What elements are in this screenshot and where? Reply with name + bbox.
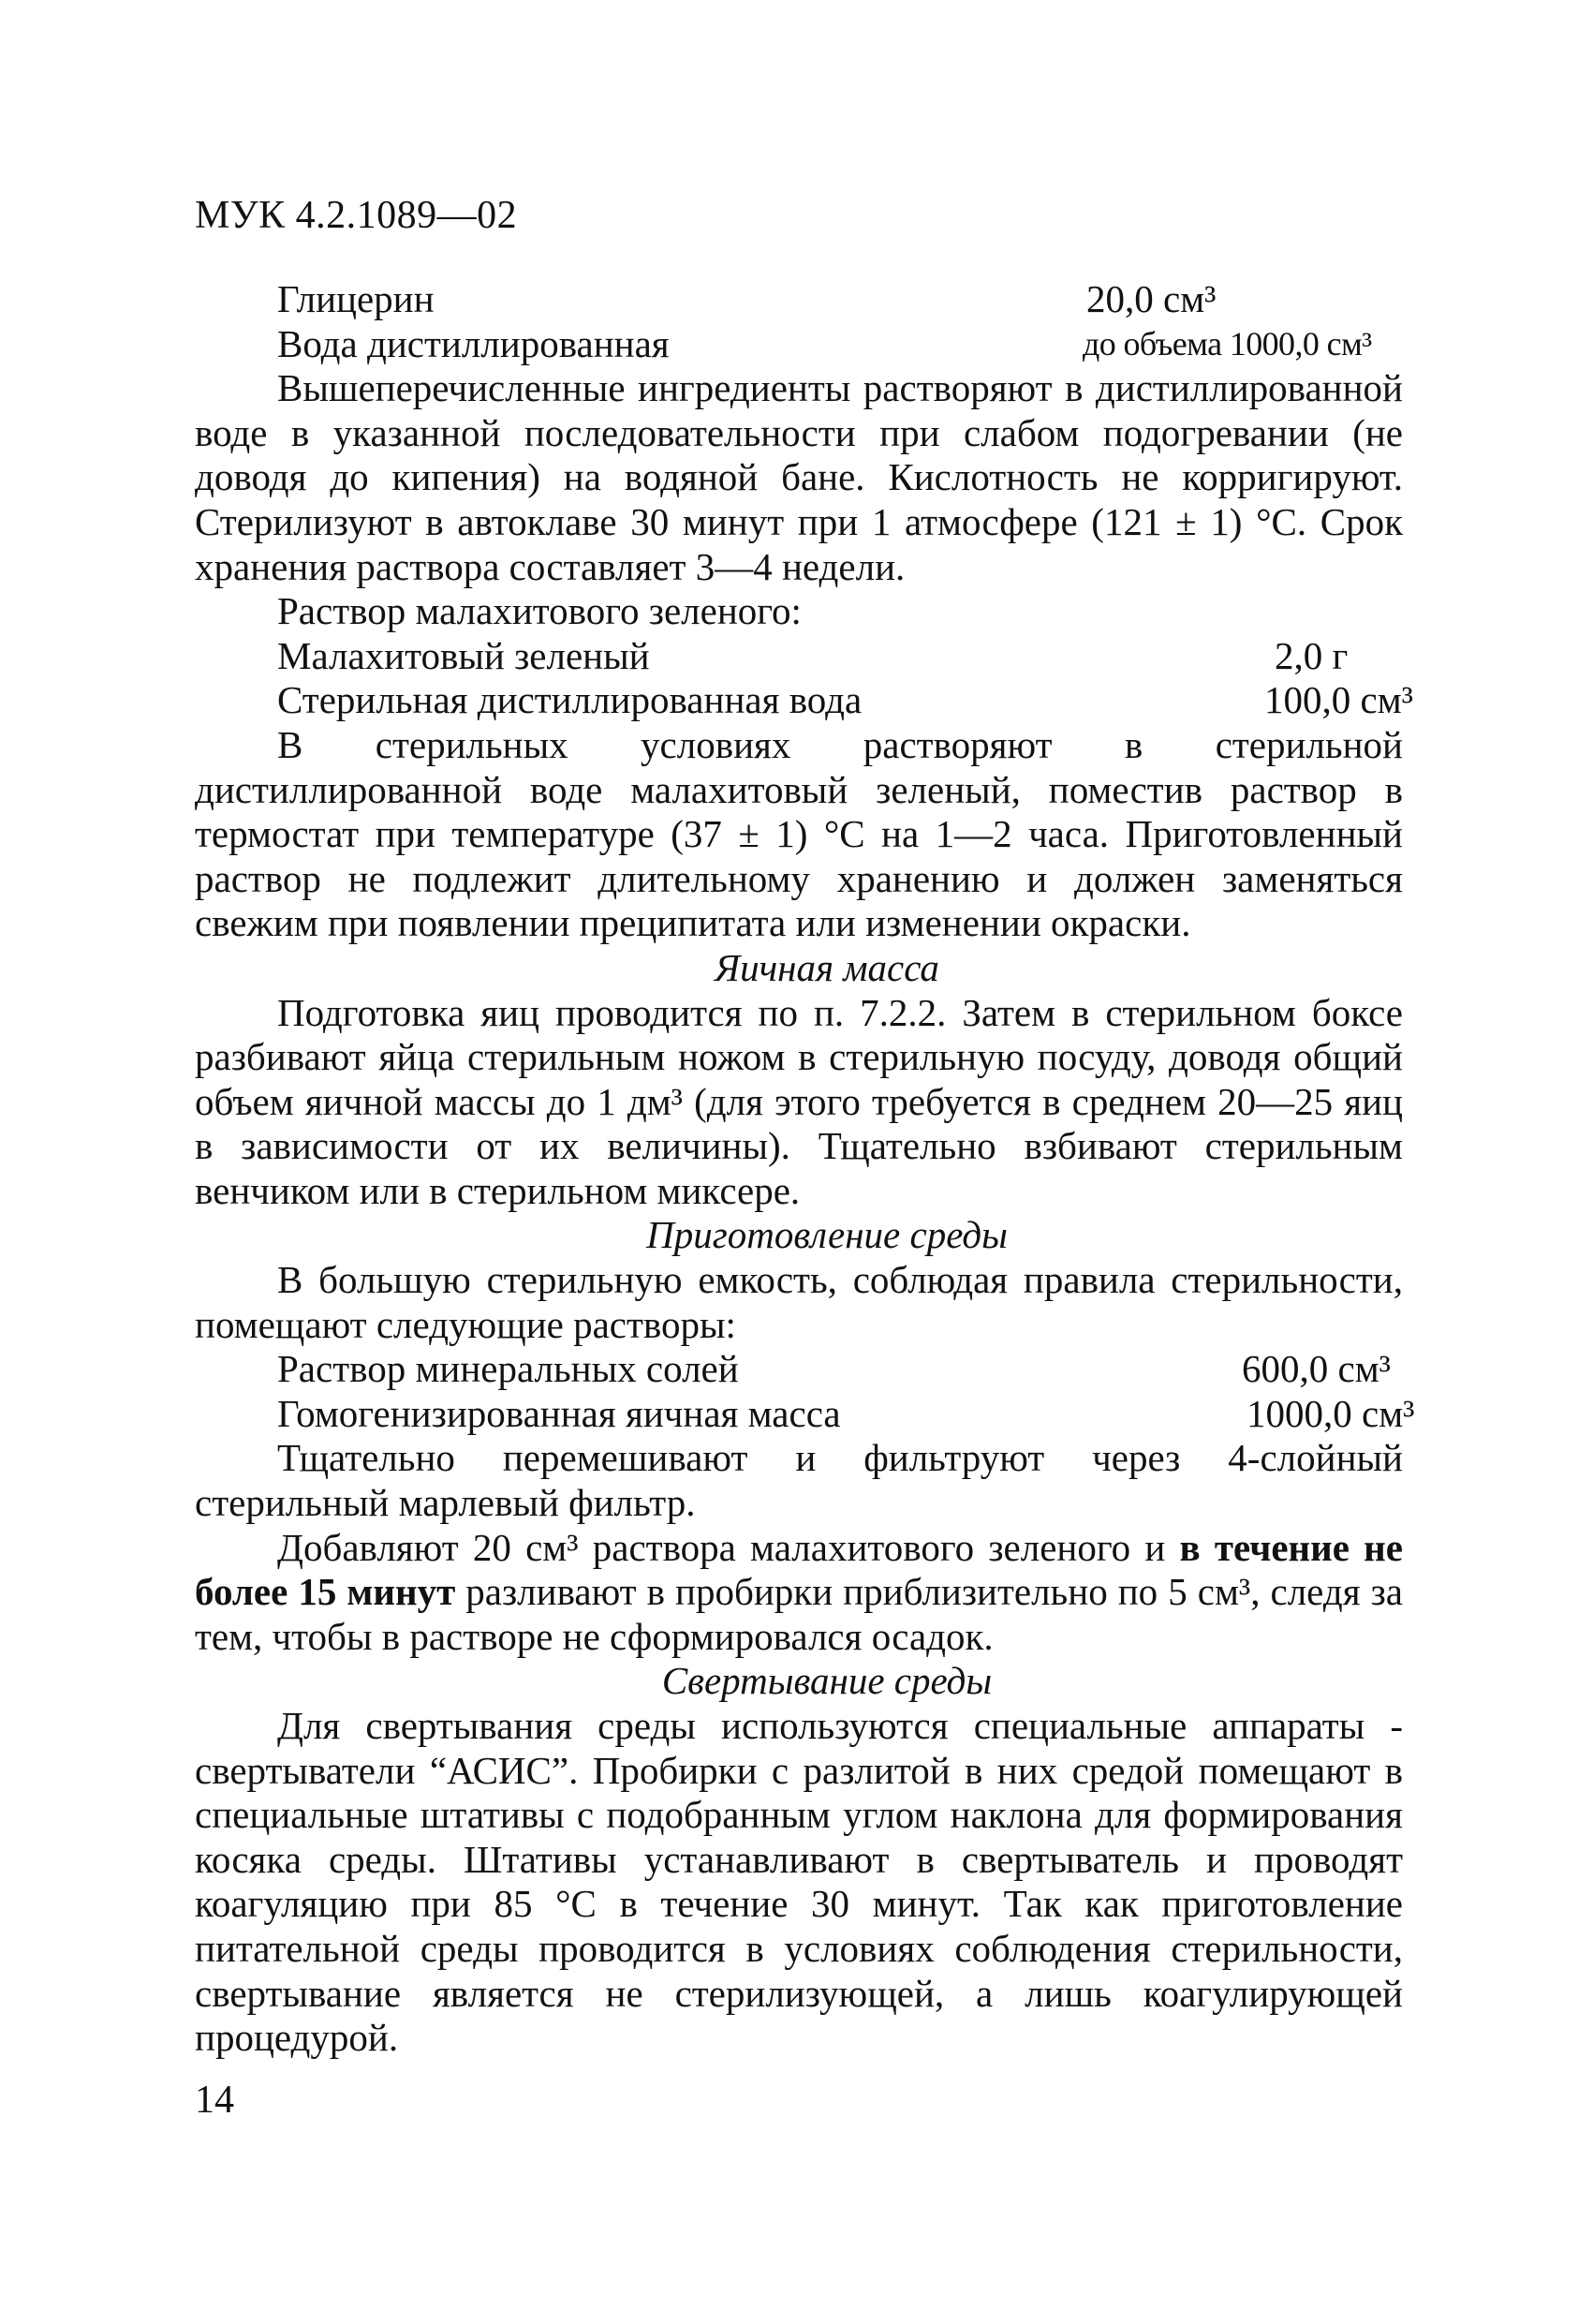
page-number: 14 [195,2079,234,2122]
ingredient-row [195,322,1403,367]
section-heading-coagulation: Свертывание среды [661,1659,993,1703]
ingredient-name: Стерильная дистиллированная вода [277,678,863,722]
ingredient-row [195,678,1413,723]
ingredient-name: Раствор минеральных солей [277,1347,739,1391]
ingredient-name: Малахитовый зеленый [277,633,650,677]
paragraph-coagulation: Для свертывания среды используются специальные аппараты - свертыватели “АСИС”. Пробирки с разлитой в них средой помещают в специальные штативы с подобранным углом наклона для формирования косяка среды. Штативы устанавливают в свертыватель и проводят коагуляцию при 85 °С в течение 30 минут. Так как приготовление питательной среды проводится в условиях соблюдения стерильности, свертывание является не стерилизующей, а лишь коагулирующей процедурой. [195,1704,1403,2060]
ingredient-amount: до объема 1000,0 см³ [1083,324,1372,363]
ingredient-amount: 1000,0 см³ [1246,1391,1415,1435]
paragraph-malachite-prep: В стерильных условиях растворяют в стерильной дистиллированной воде малахитовый зеленый, поместив раствор в термостат при температуре (37 ± 1) °С на 1—2 часа. Приготовленный раствор не подлежит длительному хранению и должен заменяться свежим при появлении преципитата или изменении окраски. [195,722,1403,945]
ingredient-name: Глицерин [277,277,435,320]
section-heading-medium-prep: Приготовление среды [646,1213,1008,1257]
document-code: МУК 4.2.1089—02 [195,194,518,237]
section-heading-egg-mass: Яичная масса [715,945,939,989]
ingredient-amount: 2,0 г [1275,633,1349,677]
paragraph-add-malachite [195,1526,1403,1660]
ingredient-row [195,1391,1415,1437]
paragraph-text: разливают в пробирки приблизительно по 5 см³, следя за тем, чтобы в растворе не сформировался осадок. [195,1570,1403,1658]
ingredient-amount: 100,0 см³ [1264,678,1413,722]
ingredient-row [195,277,1403,322]
ingredient-row [195,634,1403,679]
paragraph-sterile-container: В большую стерильную емкость, соблюдая правила стерильности, помещают следующие растворы: [195,1258,1403,1346]
paragraph-text: Добавляют 20 см³ раствора малахитового зеленого и [277,1525,1180,1569]
ingredient-name: Гомогенизированная яичная масса [277,1391,841,1435]
ingredient-amount: 20,0 см³ [1086,277,1217,320]
page-body [195,277,1415,2061]
ingredient-amount: 600,0 см³ [1242,1347,1391,1391]
paragraph-filter: Тщательно перемешивают и фильтруют через 4-слойный стерильный марлевый фильтр. [195,1436,1403,1525]
ingredient-row [195,1347,1403,1392]
malachite-solution-title: Раствор малахитового зеленого: [277,589,802,633]
paragraph-egg-prep: Подготовка яиц проводится по п. 7.2.2. Затем в стерильном боксе разбивают яйца стерильным ножом в стерильную посуду, доводя общий объем яичной массы до 1 дм³ (для этого требуется в среднем 20—25 яиц в зависимости от их величины). Тщательно взбивают стерильным венчиком или в стерильном миксере. [195,990,1403,1212]
ingredient-name: Вода дистиллированная [277,321,670,365]
paragraph-bold-text: в течение не более 15 минут [195,1525,1403,1614]
paragraph-dissolve-ingredients: Вышеперечисленные ингредиенты растворяют в дистиллированной воде в указанной последовательности при слабом подогревании (не доводя до кипения) на водяной бане. Кислотность не корригируют. Стерилизуют в автоклаве 30 минут при 1 атмосфере (121 ± 1) °С. Срок хранения раствора составляет 3—4 недели. [195,366,1403,588]
